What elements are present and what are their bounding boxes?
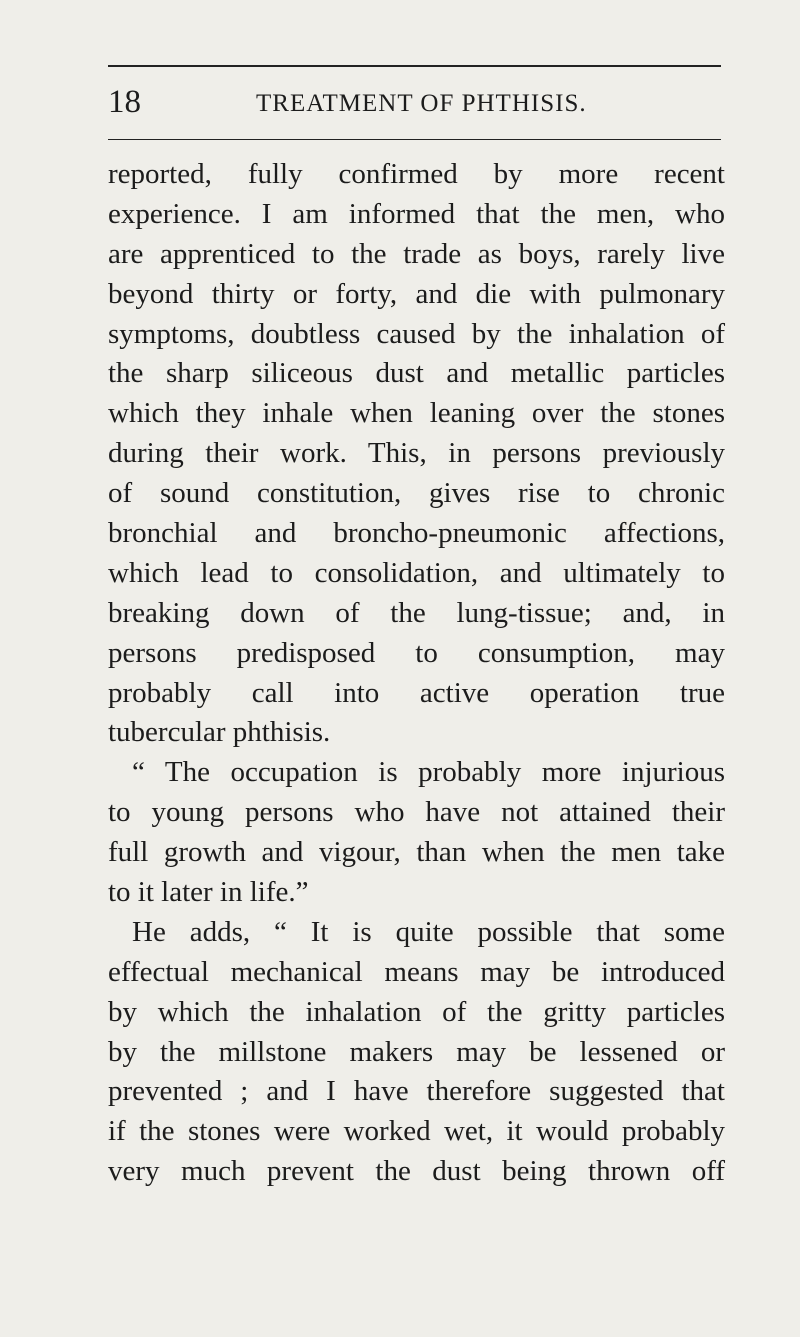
text-line: tubercular phthisis. bbox=[108, 716, 331, 749]
text-line: breaking down of the lung-tissue; and, in bbox=[108, 596, 725, 629]
header-bottom-rule bbox=[108, 139, 721, 140]
text-line: symptoms, doubtless caused by the inhalation of bbox=[108, 317, 725, 350]
page-number: 18 bbox=[108, 84, 141, 120]
text-line: reported, fully confirmed by more recent bbox=[108, 158, 725, 190]
text-line: beyond thirty or forty, and die with pulmonary bbox=[108, 277, 725, 310]
text-line: by the millstone makers may be lessened or bbox=[108, 1035, 725, 1068]
text-line: are apprenticed to the trade as boys, rarely live bbox=[108, 237, 725, 270]
text-line: to young persons who have not attained their bbox=[108, 796, 725, 829]
text-line: bronchial and broncho-pneumonic affections, bbox=[108, 517, 725, 550]
text-line: prevented ; and I have therefore suggested that bbox=[108, 1075, 725, 1108]
text-line: the sharp siliceous dust and metallic particles bbox=[108, 357, 725, 390]
running-head bbox=[108, 82, 721, 122]
text-line: very much prevent the dust being thrown off bbox=[108, 1155, 725, 1188]
text-line: to it later in life.” bbox=[108, 876, 309, 909]
text-line: during their work. This, in persons previously bbox=[108, 437, 725, 470]
running-head-title: TREATMENT OF PHTHISIS. bbox=[256, 90, 587, 117]
text-line: experience. I am informed that the men, who bbox=[108, 197, 725, 230]
text-line: of sound constitution, gives rise to chronic bbox=[108, 477, 725, 510]
header-top-rule bbox=[108, 65, 721, 67]
text-line: which lead to consolidation, and ultimately to bbox=[108, 556, 725, 589]
text-line: “ The occupation is probably more injurious bbox=[132, 756, 725, 789]
text-line: full growth and vigour, than when the men take bbox=[108, 836, 725, 869]
text-line: which they inhale when leaning over the stones bbox=[108, 397, 725, 430]
text-line: if the stones were worked wet, it would probably bbox=[108, 1115, 725, 1148]
body-text bbox=[108, 155, 725, 1192]
text-line: probably call into active operation true bbox=[108, 676, 725, 709]
text-line: effectual mechanical means may be introduced bbox=[108, 955, 725, 988]
text-line: by which the inhalation of the gritty particles bbox=[108, 995, 725, 1028]
text-line: persons predisposed to consumption, may bbox=[108, 636, 725, 669]
text-line: He adds, “ It is quite possible that some bbox=[132, 915, 725, 948]
